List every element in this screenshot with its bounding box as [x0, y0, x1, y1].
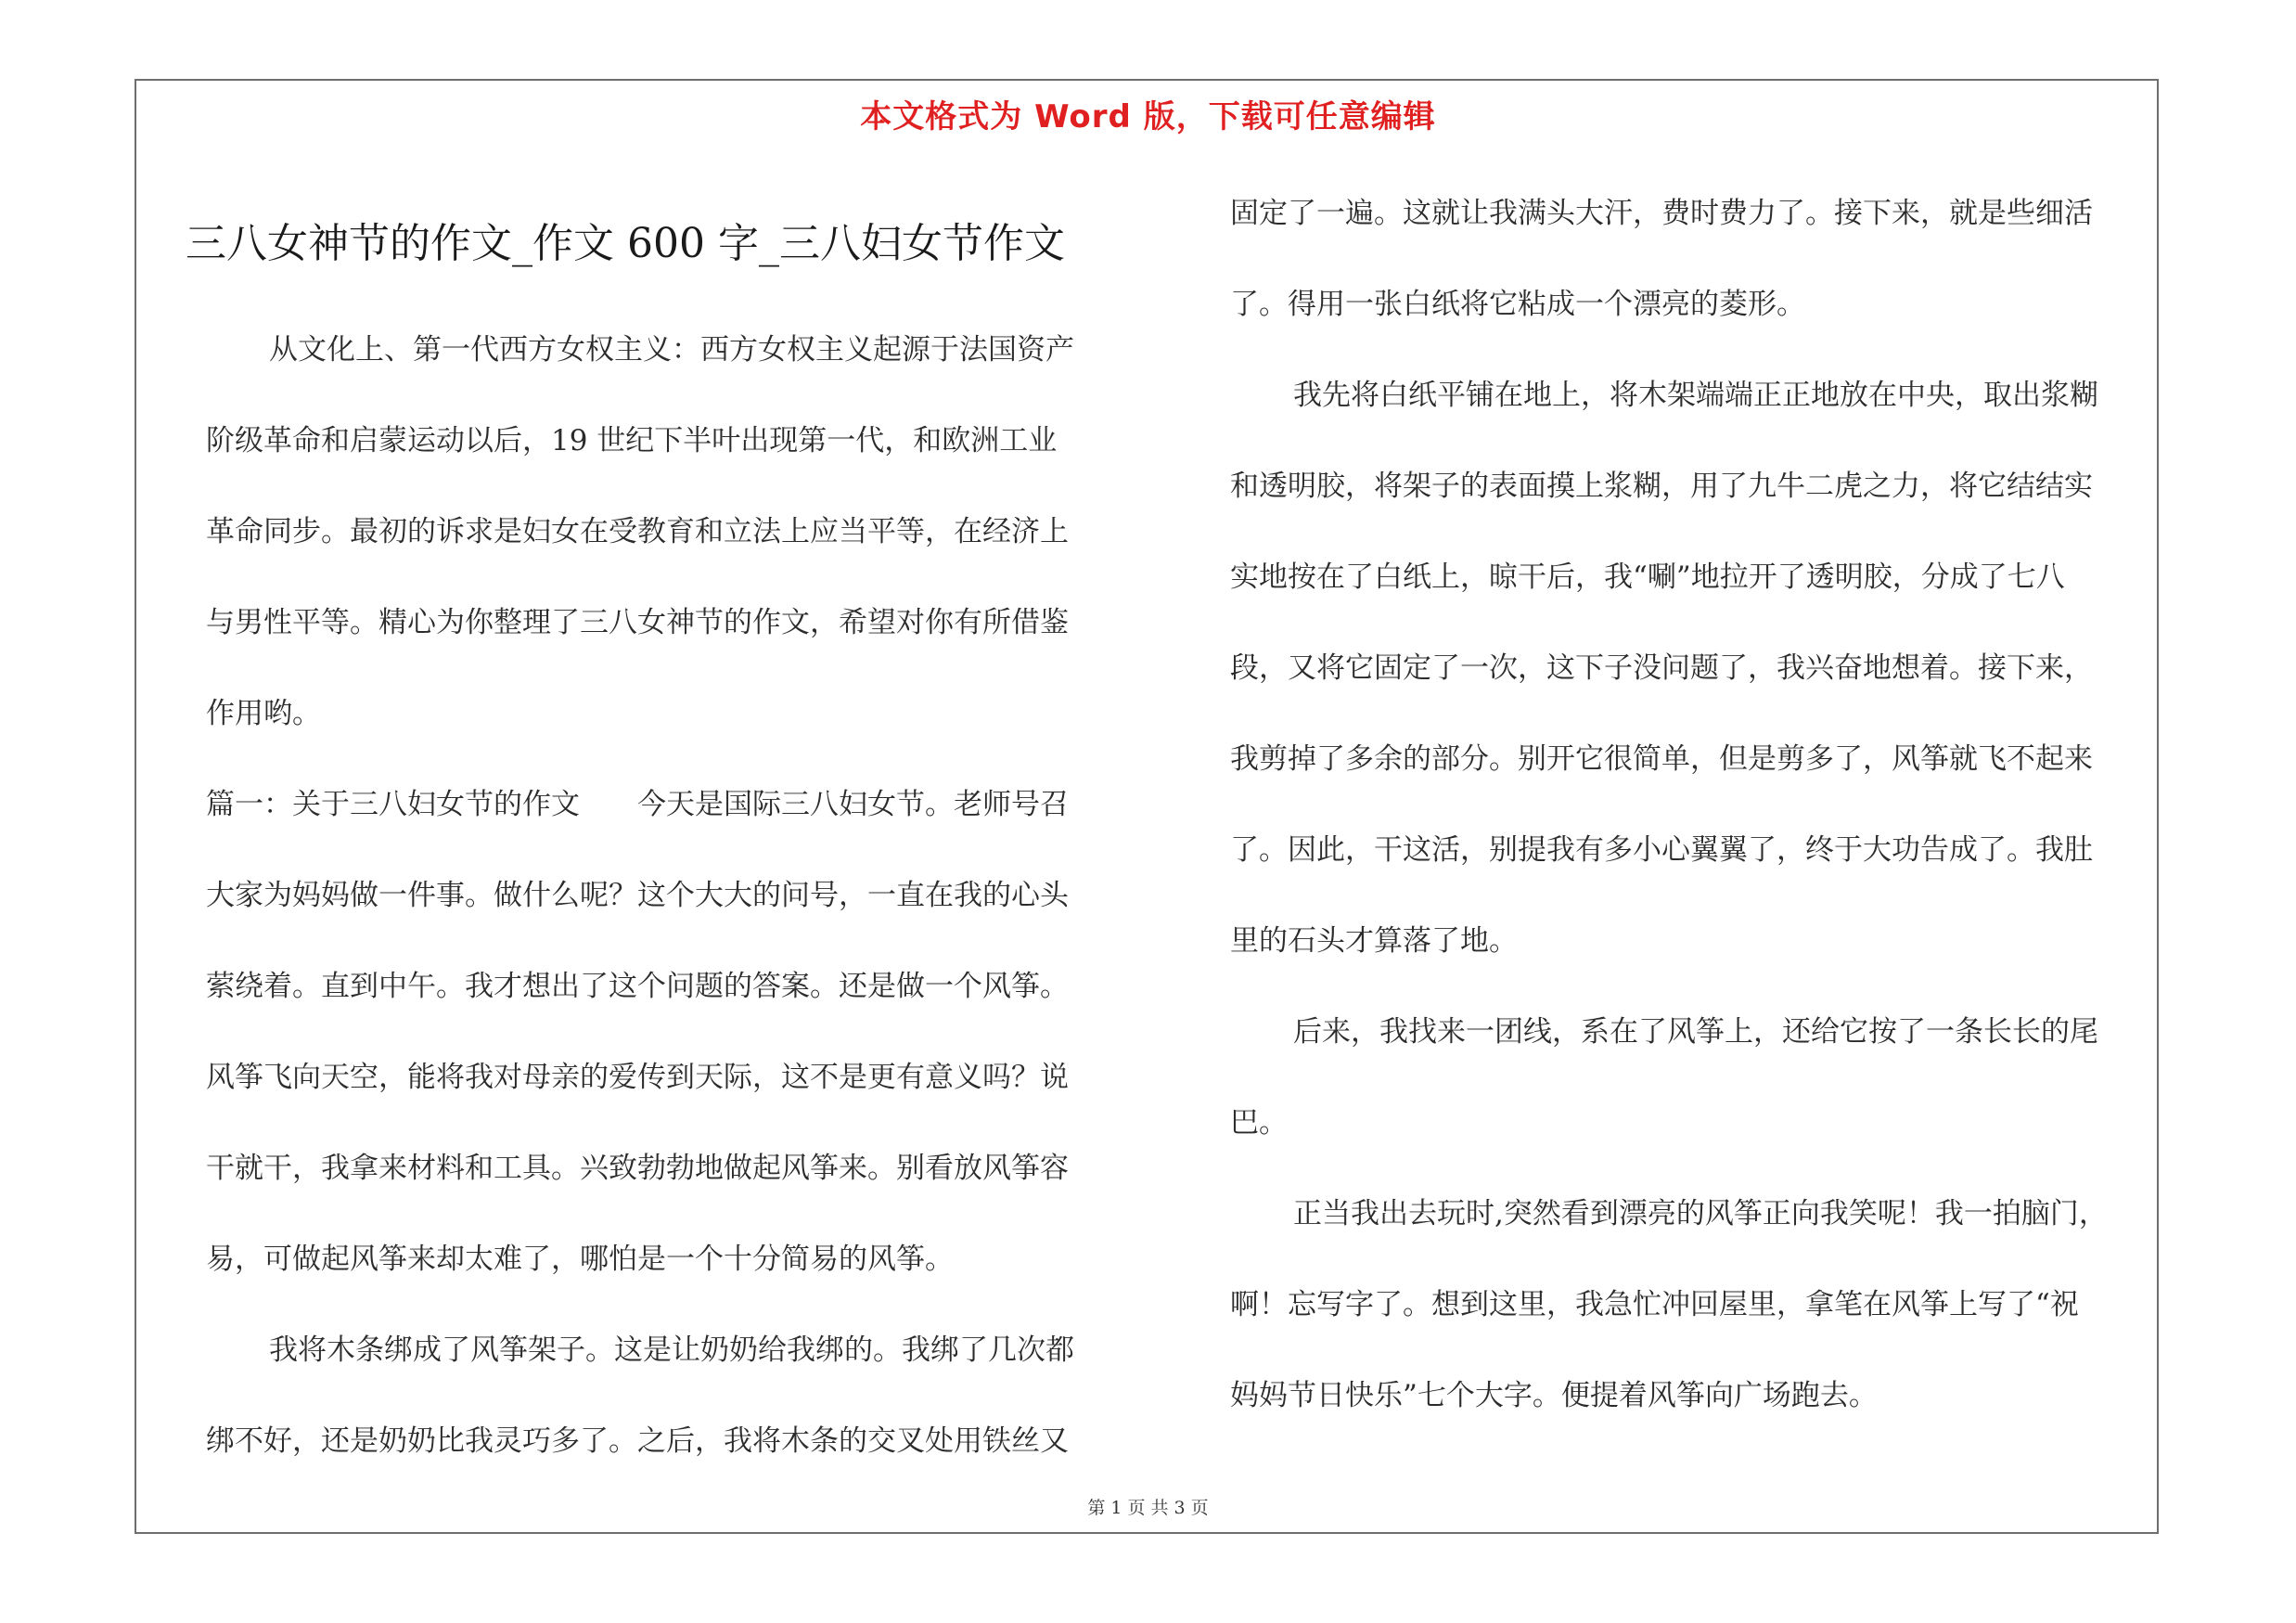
document-title: 三八女神节的作文_作文 600 字_三八妇女节作文 [186, 220, 1065, 267]
text-line: 段，又将它固定了一次，这下子没问题了，我兴奋地想着。接下来， [1230, 651, 2093, 685]
text-line: 与男性平等。精心为你整理了三八女神节的作文，希望对你有所借鉴 [206, 606, 1069, 639]
text-line: 篇一：关于三八妇女节的作文 今天是国际三八妇女节。老师号召 [206, 788, 1069, 821]
text-line: 我将木条绑成了风筝架子。这是让奶奶给我绑的。我绑了几次都 [269, 1333, 1074, 1367]
page-number-footer: 第 1 页 共 3 页 [1087, 1498, 1209, 1518]
text-line: 干就干，我拿来材料和工具。兴致勃勃地做起风筝来。别看放风筝容 [206, 1152, 1069, 1185]
text-line: 我剪掉了多余的部分。别开它很简单，但是剪多了，风筝就飞不起来 [1230, 742, 2093, 776]
text-line: 大家为妈妈做一件事。做什么呢？这个大大的问号，一直在我的心头 [206, 879, 1069, 912]
text-line: 风筝飞向天空，能将我对母亲的爱传到天际，这不是更有意义吗？说 [206, 1061, 1069, 1094]
text-line: 实地按在了白纸上，晾干后，我“唰”地拉开了透明胶，分成了七八 [1230, 560, 2065, 594]
text-line: 后来，我找来一团线，系在了风筝上，还给它按了一条长长的尾 [1293, 1015, 2098, 1049]
text-line: 固定了一遍。这就让我满头大汗，费时费力了。接下来，就是些细活 [1230, 197, 2093, 230]
text-line: 和透明胶，将架子的表面摸上浆糊，用了九牛二虎之力，将它结结实 [1230, 470, 2093, 503]
text-line: 萦绕着。直到中午。我才想出了这个问题的答案。还是做一个风筝。 [206, 970, 1069, 1003]
text-line: 从文化上、第一代西方女权主义：西方女权主义起源于法国资产 [269, 333, 1074, 367]
text-line: 革命同步。最初的诉求是妇女在受教育和立法上应当平等，在经济上 [206, 515, 1069, 548]
text-line: 啊！忘写字了。想到这里，我急忙冲回屋里，拿笔在风筝上写了“祝 [1230, 1288, 2079, 1321]
editable-format-banner: 本文格式为 Word 版，下载可任意编辑 [860, 98, 1436, 135]
text-line: 里的石头才算落了地。 [1230, 924, 1518, 958]
text-line: 易，可做起风筝来却太难了，哪怕是一个十分简易的风筝。 [206, 1243, 954, 1276]
text-line: 了。因此，干这活，别提我有多小心翼翼了，终于大功告成了。我肚 [1230, 833, 2093, 867]
text-line: 我先将白纸平铺在地上，将木架端端正正地放在中央，取出浆糊 [1293, 379, 2098, 412]
text-line: 了。得用一张白纸将它粘成一个漂亮的菱形。 [1230, 288, 1805, 321]
text-line: 阶级革命和启蒙运动以后，19 世纪下半叶出现第一代，和欧洲工业 [206, 424, 1058, 457]
text-line: 作用哟。 [206, 697, 321, 730]
text-line: 绑不好，还是奶奶比我灵巧多了。之后，我将木条的交叉处用铁丝又 [206, 1424, 1069, 1458]
left-text-column [206, 321, 1143, 1503]
text-line: 正当我出去玩时,突然看到漂亮的风筝正向我笑呢！我一拍脑门， [1293, 1197, 2108, 1230]
text-line: 妈妈节日快乐”七个大字。便提着风筝向广场跑去。 [1230, 1379, 1878, 1412]
text-line: 巴。 [1230, 1106, 1288, 1140]
right-text-column [1230, 185, 2148, 1458]
